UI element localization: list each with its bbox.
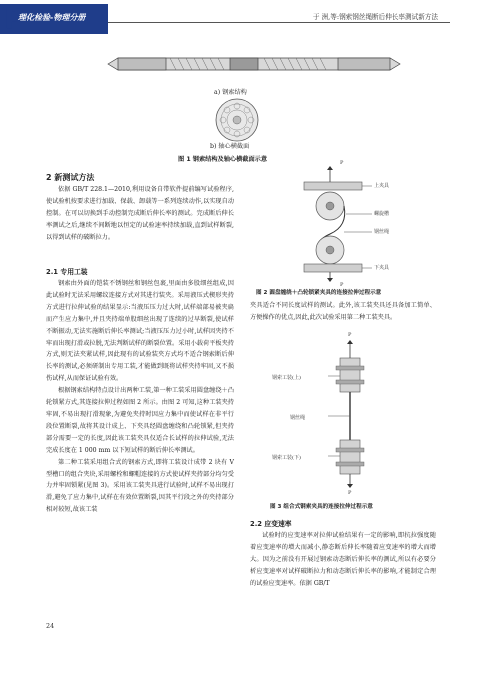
figure1-caption: 图 1 钢索结构及轴心横截面示意: [178, 156, 268, 163]
left-column-intro: [46, 184, 234, 244]
figure2-caption: 图 2 圆盘缠绕＋凸轮锁紧夹具的连接拉伸过程示意: [256, 290, 382, 296]
running-head: 于 洲,等:钢索钢丝绳断后伸长率测试新方法: [312, 13, 438, 21]
right-column-body: [250, 530, 436, 590]
paragraph: 钢索由外面的铠装不锈钢丝和钢丝包裹,里面由多股细丝组成,因此试验时无法采用螺纹连接方式对其进行装夹。采用液压式楔形夹持方式进行拉伸试验的结果显示:当液压压力过大时,试样端部易被夹扁而产生应力集中,并且夹持端单股细丝出现了连续的过早断裂,使试样不断振动,无法实施断后伸长率测试;当液压压力过小时,试样因夹持不牢而出现打滑或拉脱,无法判断试样的断裂位置。采用小载荷平板夹持方式,则无法夹紧试样,因此现有的试验装夹方式均不适合钢索断后伸长率的测试,必须研制出专用工装,才能做到既将试样夹持牢固,又不损伤试样,从而保证试验有效。: [46, 280, 234, 383]
paragraph: 第二种工装采用组合式的钢索方式,即将工装设计成带 2 块有 V 型槽口的组合夹块,采用螺栓和螺帽连接的方式使试样夹持部分均匀受力并牢固锁紧(见图 3)。采用该工装夹具进行试验时,试样不易出现打滑,避免了应力集中,试样在有效位置断裂,因其平行段之外的夹持部分相对较短,故该工装: [46, 458, 234, 514]
page-number: 24: [46, 622, 55, 630]
figure2-load-bottom: P: [340, 282, 344, 288]
figure3-upper-label: 钢索工装(上): [272, 375, 301, 381]
figure2-upper-label: 上夹具: [374, 183, 390, 189]
figure1-cross-section-image: [212, 97, 262, 143]
figure2-groove-label: 螺旋槽: [374, 211, 390, 217]
figure2-lower-label: 下夹具: [374, 265, 390, 271]
paragraph: 夹具适合不同长度试样的测试。此外,该工装夹具还具备加工简单、方便操作的优点,因此,此次试验采用第二种工装夹具。: [250, 302, 436, 321]
figure2-wire-label: 钢丝绳: [374, 229, 390, 235]
header-rule: [108, 22, 450, 23]
figure3-wire-label: 钢丝绳: [290, 415, 306, 421]
subsection-heading-2-1: 2.1 专用工装: [46, 268, 88, 276]
figure3-load-bottom: P: [348, 490, 352, 496]
figure1b-label: b) 轴心横截面: [210, 143, 250, 150]
section-heading: 2 新测试方法: [46, 173, 95, 182]
figure1a-label: a) 钢索结构: [214, 89, 247, 96]
logo-text: 理化检验-物理分册: [18, 13, 86, 22]
figure2-load-top: P: [340, 160, 344, 166]
logo-mark-icon: P: [4, 2, 25, 35]
figure1-cable-structure-image: [100, 36, 410, 96]
figure3-caption: 图 3 组合式钢索夹具的连接拉伸过程示意: [270, 504, 373, 510]
subsection-heading-2-2: 2.2 应变速率: [250, 520, 292, 528]
figure3-fixture-diagram: [300, 340, 400, 490]
figure3-lower-label: 钢索工装(下): [272, 455, 301, 461]
journal-logo: [0, 0, 108, 38]
left-column-body: [46, 278, 234, 516]
paragraph: 试验时的应变速率对拉伸试验结果有一定的影响,即抗拉强度随着应变速率的增大而减小,静态断后伸长率随着应变速率的增大而增大。因为之前没有开展过钢索动态断后伸长率的测试,所以有必要分析应变速率对试样破断拉力和动态断后伸长率的影响,才能制定合理的试验应变速率。依据 GB/T: [250, 532, 436, 587]
paragraph: 根据钢索结构特点设计出两种工装,第一种工装采用圆盘缠绕＋凸轮锁紧方式,其连接拉伸过程如图 2 所示。由图 2 可知,这种工装夹持牢固,不易出现打滑现象,为避免夹持时因应力集中而使试样在非平行段位置断裂,故将其设计成上、下夹具经圆盘缠绕和凸轮锁紧,但夹持部分需要一定的长度,因此该工装夹具仅适合长试样的拉伸试验,无法完成长度在 1 000 mm 以下短试样的断后伸长率测试。: [46, 387, 234, 454]
paragraph: 依据 GB/T 228.1—2010,利用设备自带软件提前编写试验程序,使试验机按要求进行加载、保载、卸载等一系列连续动作,以实现自动控制。在可以切换到手动控制完成断后伸长率的测试。完成断后伸长率测试之后,继续不间断地以恒定的试验速率持续加载,直到试样断裂,以得到试样的破断拉力。: [46, 186, 234, 241]
figure3-load-top: P: [348, 332, 352, 338]
right-column-top: [250, 300, 436, 324]
